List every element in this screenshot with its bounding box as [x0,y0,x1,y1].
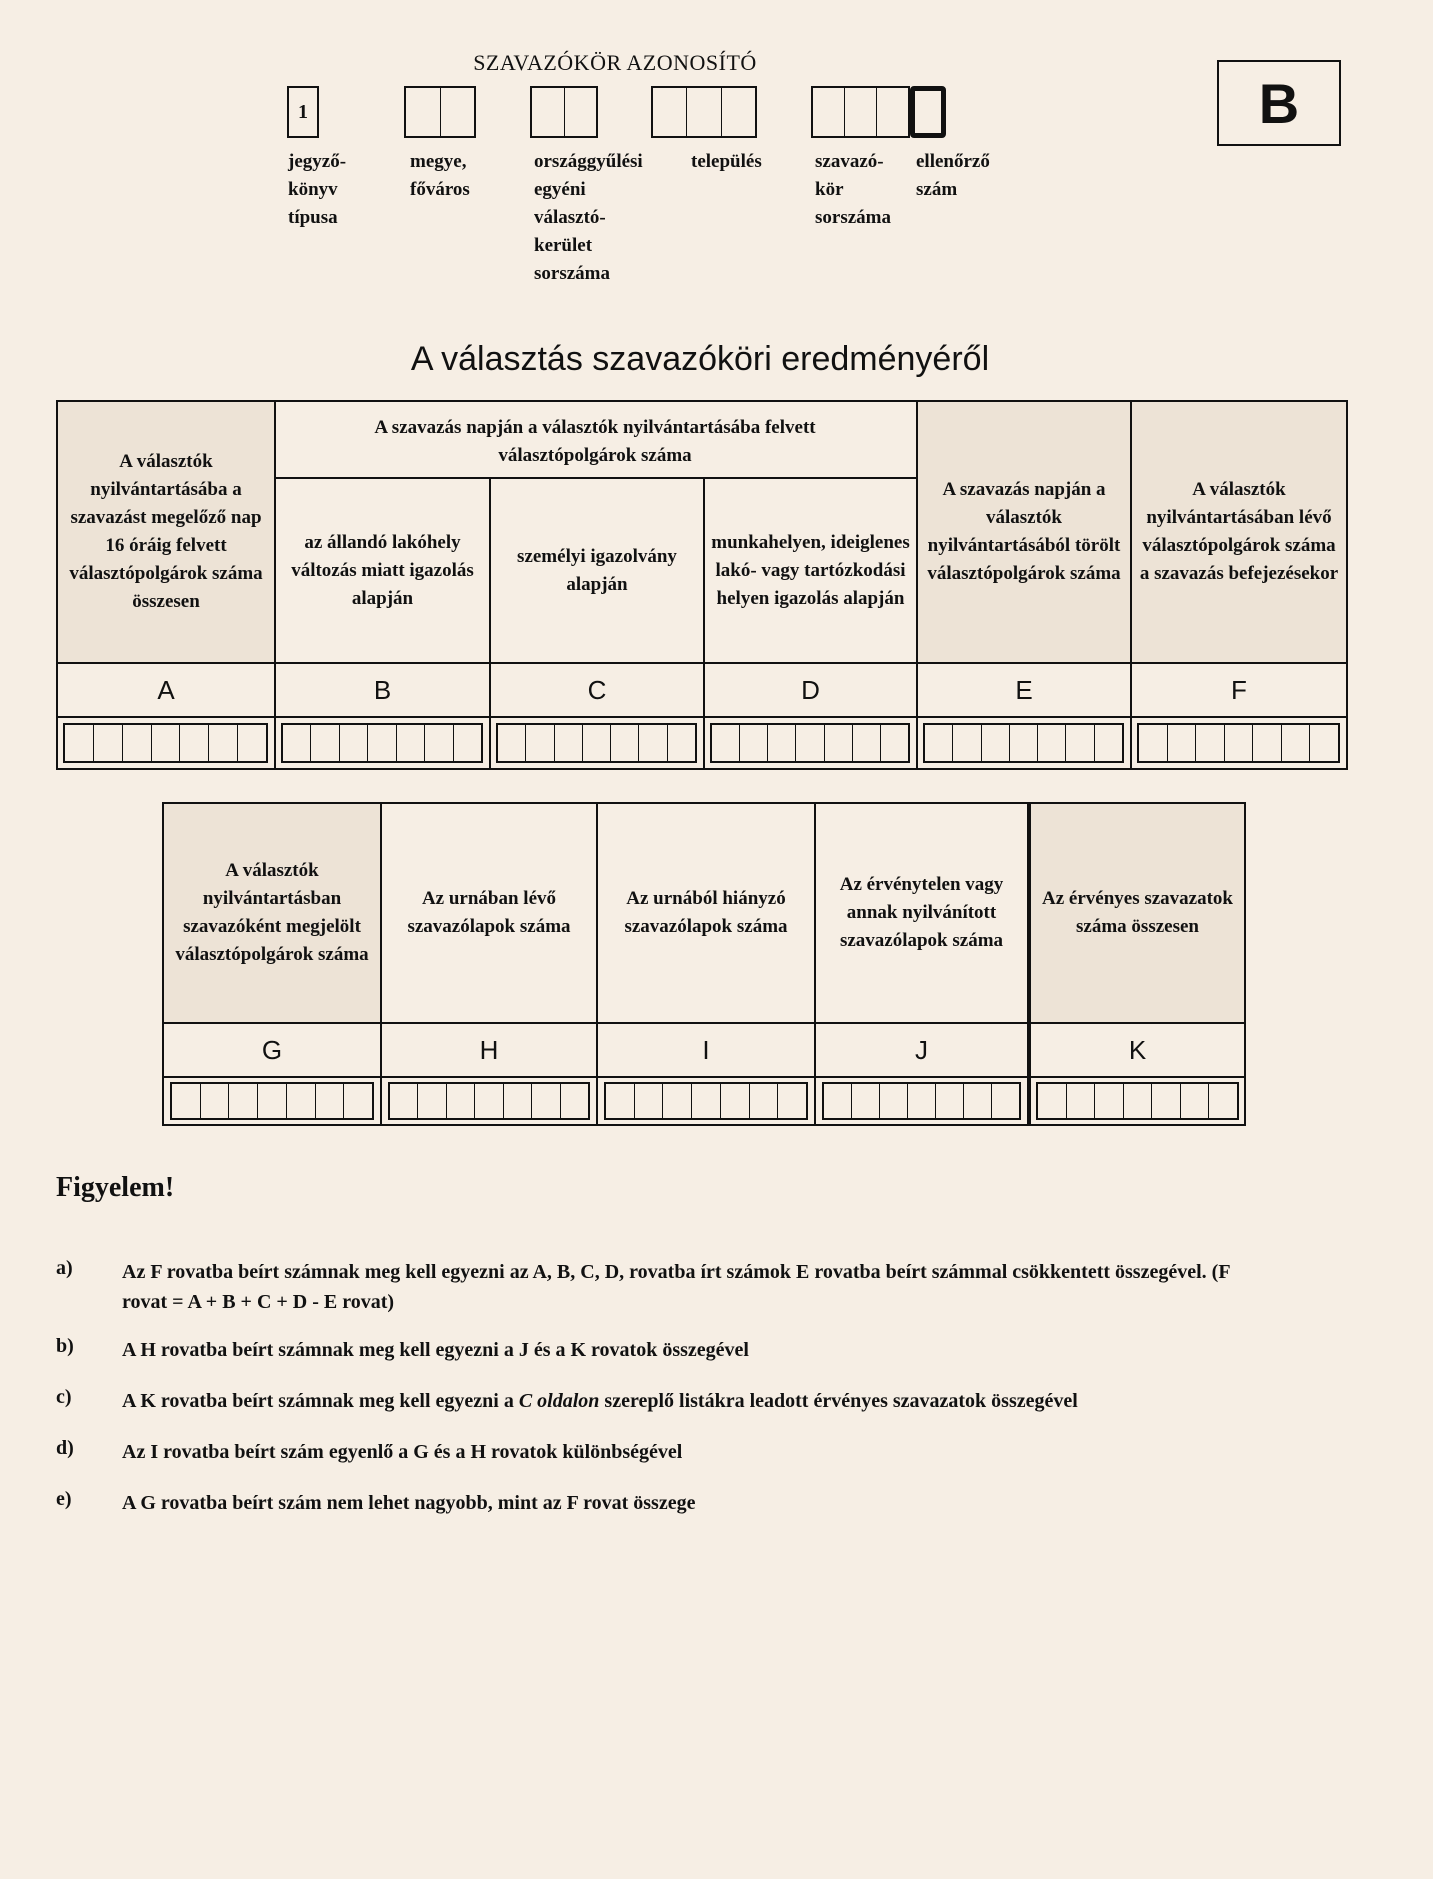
entry-boxes-k[interactable] [1036,1082,1239,1120]
notes-title: Figyelem! [56,1172,175,1203]
column-header-j: Az érvénytelen vagy annak nyilvánított szavazólapok száma [839,874,1004,951]
id-cell [441,88,475,136]
id-label-record-type: jegyző- könyv típusa [288,151,347,228]
note-label: c) [56,1386,72,1408]
column-code-e: E [1015,674,1033,705]
id-cell [722,88,755,136]
entry-boxes-i[interactable] [604,1082,808,1120]
column-code-g: G [261,1034,283,1065]
id-label-check-digit: ellenőrző szám [916,151,990,200]
note-text-before: A K rovatba beírt számnak meg kell egyezni a [122,1390,514,1412]
note-label: a) [56,1257,73,1279]
note-text-after: szereplő listákra leadott érvényes szavazatok összegével [604,1390,1078,1412]
entry-boxes-d[interactable] [710,723,910,763]
id-cell [813,88,845,136]
id-box-district[interactable] [530,86,598,138]
note-text-italic: C oldalon [518,1390,600,1412]
note-text: A H rovatba beírt számnak meg kell egyezni a J és a K rovatok összegével [122,1339,749,1361]
id-cell: 1 [298,100,308,123]
form-letter-box: B [1217,60,1341,146]
entry-boxes-b[interactable] [281,723,483,763]
note-label: b) [56,1335,74,1357]
id-box-county[interactable] [404,86,476,138]
column-code-i: I [702,1034,710,1065]
column-code-j: J [915,1034,928,1065]
id-label-district: országgyűlési egyéni választó- kerület sorszáma [534,151,643,284]
column-header-c: személyi igazolvány alapján [517,546,677,595]
column-code-d: D [801,674,820,705]
id-cell [845,88,877,136]
entry-boxes-c[interactable] [496,723,697,763]
column-header-e: A szavazás napján a választók nyilvántartásából törölt választópolgárok száma [927,479,1121,584]
entry-boxes-g[interactable] [170,1082,374,1120]
id-box-precinct[interactable] [811,86,910,138]
id-box-record-type[interactable] [287,86,319,138]
id-cell [653,88,687,136]
column-header-i: Az urnából hiányzó szavazólapok száma [624,888,788,937]
note-text: Az F rovatba beírt számnak meg kell egyezni az A, B, C, D, rovatba írt számok E rovatba beírt számmal csökkentett összegével. (F rovat = A + B + C + D - E rovat) [122,1261,1230,1313]
column-code-b: B [373,674,392,705]
id-cell [406,88,441,136]
entry-boxes-h[interactable] [388,1082,590,1120]
column-header-b: az állandó lakóhely változás miatt igazolás alapján [291,532,474,609]
entry-boxes-f[interactable] [1137,723,1340,763]
entry-boxes-a[interactable] [63,723,268,763]
note-label: d) [56,1437,74,1459]
id-label-county: megye, főváros [410,151,470,200]
column-code-c: C [587,674,607,705]
column-header-k: Az érvényes szavazatok száma összesen [1041,888,1233,937]
id-box-check-digit[interactable] [910,86,946,138]
column-code-a: A [157,674,175,705]
identifier-title: SZAVAZÓKÖR AZONOSÍTÓ [473,50,757,75]
column-code-h: H [479,1034,499,1065]
note-text [122,1386,1242,1416]
note-text: Az I rovatba beírt szám egyenlő a G és a H rovatok különbségével [122,1441,683,1463]
id-label-precinct: szavazó- kör sorszáma [815,151,891,228]
note-label: e) [56,1488,72,1510]
id-cell [565,88,597,136]
main-title: A választás szavazóköri eredményéről [410,340,990,378]
note-text: A G rovatba beírt szám nem lehet nagyobb, mint az F rovat összege [122,1492,696,1514]
column-code-f: F [1231,674,1247,705]
column-header-d: munkahelyen, ideiglenes lakó- vagy tartózkodási helyen igazolás alapján [711,532,910,609]
column-header-a: A választók nyilvántartásába a szavazást megelőző nap 16 óráig felvett választópolgárok száma összesen [69,451,263,612]
id-cell [877,88,908,136]
entry-boxes-e[interactable] [923,723,1124,763]
column-code-k: K [1128,1034,1147,1065]
entry-boxes-j[interactable] [822,1082,1021,1120]
column-header-g: A választók nyilvántartásban szavazóként megjelölt választópolgárok száma [175,860,369,965]
id-label-settlement: település [691,151,762,172]
id-cell [532,88,565,136]
column-header-f: A választók nyilvántartásában lévő választópolgárok száma a szavazás befejezésekor [1139,479,1339,584]
column-header-h: Az urnában lévő szavazólapok száma [407,888,571,937]
group-header-registered: A szavazás napján a választók nyilvántartásába felvett választópolgárok száma [374,417,816,466]
id-box-settlement[interactable] [651,86,757,138]
id-cell [687,88,721,136]
